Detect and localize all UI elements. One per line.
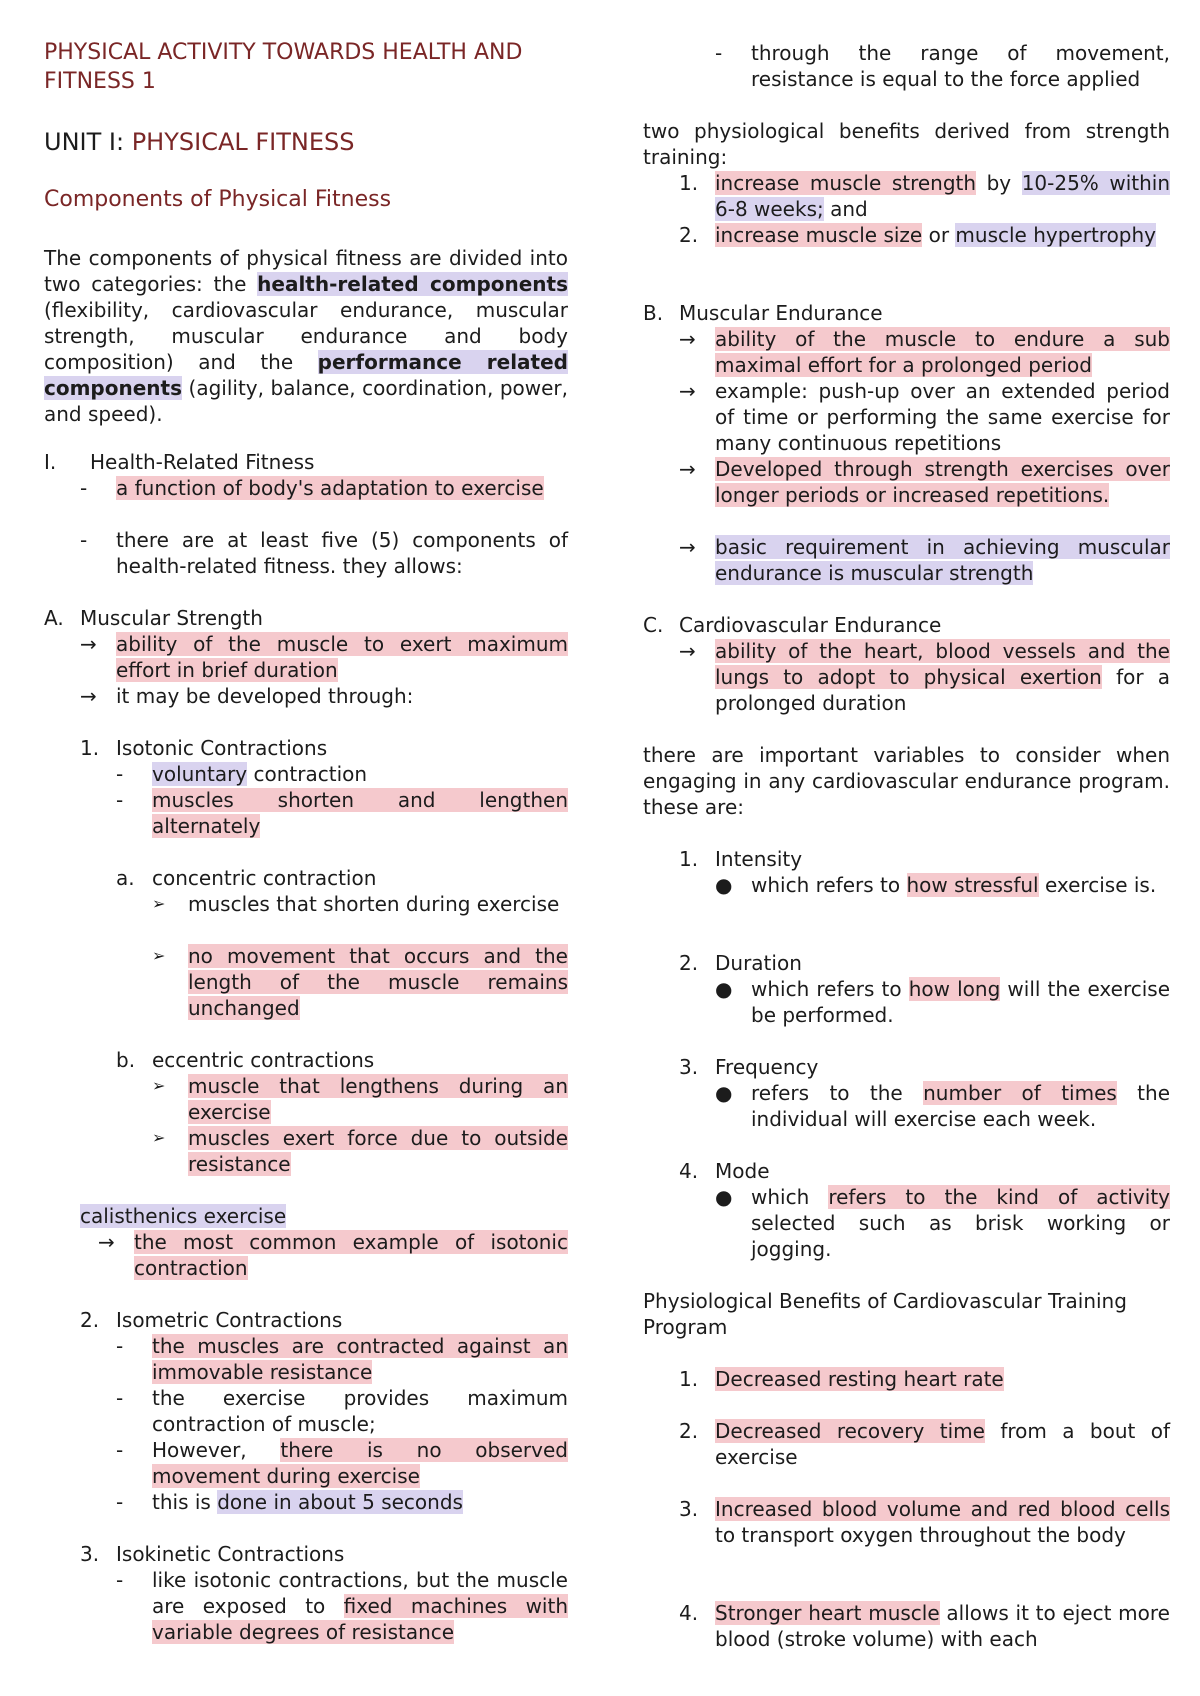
dash-icon: - <box>116 762 124 786</box>
document-title: PHYSICAL ACTIVITY TOWARDS HEALTH AND FITNESS 1 <box>44 40 523 94</box>
isometric-text: the muscles are contracted against an immovable resistance <box>152 1334 568 1384</box>
ms-heading: Muscular Strength <box>80 606 263 630</box>
intro-text: (flexibility, cardiovascular endurance, muscular strength, muscular endurance and body composition) and the <box>44 298 568 374</box>
variable-highlight: refers to the kind of activity <box>828 1185 1170 1209</box>
arrow-icon: → <box>679 639 696 663</box>
list-marker: 1. <box>679 847 699 871</box>
hrf-bullet-text: a function of body's adaptation to exercise <box>116 476 544 500</box>
me-heading: Muscular Endurance <box>679 301 883 325</box>
isotonic-heading: Isotonic Contractions <box>116 736 328 760</box>
benefit-text: by <box>986 171 1012 195</box>
variable-text: which <box>751 1185 810 1209</box>
me-text: basic requirement in achieving muscular endurance is muscular strength <box>715 535 1170 585</box>
eccentric-heading: eccentric contractions <box>152 1048 375 1072</box>
dash-icon: - <box>116 1568 124 1592</box>
section-title: Components of Physical Fitness <box>44 187 392 212</box>
strength-benefits-intro: two physiological benefits derived from strength training: <box>643 119 1170 169</box>
variable-heading: Duration <box>715 951 802 975</box>
intro-text: The components of physical fitness are divided into two categories: the <box>44 246 568 296</box>
list-marker: 1. <box>679 1367 699 1391</box>
isotonic-marker: 1. <box>80 736 100 760</box>
hrf-heading: Health-Related Fitness <box>90 450 315 474</box>
variable-text: will the exercise be performed. <box>751 977 1171 1027</box>
calisthenics-text: the most common example of isotonic contraction <box>134 1230 568 1280</box>
benefit-highlight: increase muscle strength <box>715 171 977 195</box>
isokinetic-highlight: fixed machines with variable degrees of resistance <box>152 1594 569 1644</box>
me-text: example: push-up over an extended period of time or performing the same exercise for many continuous repetitions <box>715 379 1170 455</box>
bullet-dot-icon: ● <box>715 1185 733 1209</box>
arrow-icon: → <box>679 535 696 559</box>
variable-text: exercise is. <box>1044 873 1157 897</box>
cardio-benefits-title: Physiological Benefits of Cardiovascular Training Program <box>643 1289 1127 1339</box>
isotonic-text: contraction <box>253 762 368 786</box>
me-text: Developed through strength exercises over longer periods or increased repetitions. <box>715 457 1170 507</box>
variable-text: selected such as brisk working or jogging. <box>751 1211 1170 1261</box>
dash-icon: - <box>715 41 723 65</box>
isometric-marker: 2. <box>80 1308 100 1332</box>
cardio-benefit-highlight: Decreased resting heart rate <box>715 1367 1004 1391</box>
dash-icon: - <box>116 788 124 812</box>
concentric-marker: a. <box>116 866 135 890</box>
benefit-text: and <box>830 197 868 221</box>
isotonic-text: muscles shorten and lengthen alternately <box>152 788 568 838</box>
eccentric-marker: b. <box>116 1048 136 1072</box>
ce-marker: C. <box>643 613 664 637</box>
arrow-icon: → <box>679 457 696 481</box>
ms-point-text: ability of the muscle to exert maximum effort in brief duration <box>116 632 568 682</box>
variable-heading: Intensity <box>715 847 803 871</box>
dash-icon: - <box>80 476 88 500</box>
ce-heading: Cardiovascular Endurance <box>679 613 942 637</box>
arrow-icon: → <box>679 379 696 403</box>
cardio-benefit-highlight: Increased blood volume and red blood cells <box>715 1497 1170 1521</box>
intro-text: (agility, balance, coordination, power, and speed). <box>44 376 569 426</box>
dash-icon: - <box>116 1334 124 1358</box>
variable-heading: Mode <box>715 1159 770 1183</box>
eccentric-text: muscle that lengthens during an exercise <box>188 1074 568 1124</box>
variable-text: refers to the <box>751 1081 903 1105</box>
variable-highlight: number of times <box>923 1081 1117 1105</box>
list-marker: 3. <box>679 1497 699 1521</box>
chevron-icon: ➢ <box>152 1076 166 1095</box>
arrow-icon: → <box>80 684 97 708</box>
isometric-text: However, <box>152 1438 247 1462</box>
chevron-icon: ➢ <box>152 946 166 965</box>
calisthenics-heading: calisthenics exercise <box>80 1204 287 1228</box>
list-marker: 2. <box>679 951 699 975</box>
bullet-dot-icon: ● <box>715 1081 733 1105</box>
isokinetic-heading: Isokinetic Contractions <box>116 1542 345 1566</box>
isometric-text: the exercise provides maximum contraction of muscle; <box>152 1386 568 1436</box>
isometric-highlight: there is no observed movement during exercise <box>152 1438 568 1488</box>
variable-text: which refers to <box>751 873 901 897</box>
ce-highlight: ability of the heart, blood vessels and the lungs to adopt to physical exertion <box>715 639 1170 689</box>
benefit-highlight: increase muscle size <box>715 223 923 247</box>
isokinetic-marker: 3. <box>80 1542 100 1566</box>
cardio-benefit-text: from a bout of exercise <box>715 1419 1170 1469</box>
dash-icon: - <box>116 1438 124 1462</box>
hrf-marker: I. <box>44 450 57 474</box>
concentric-text: muscles that shorten during exercise <box>188 892 560 916</box>
benefit-highlight: 10-25% within 6-8 weeks; <box>715 171 1171 221</box>
unit-heading <box>44 127 568 157</box>
ms-marker: A. <box>44 606 64 630</box>
intro-paragraph <box>44 245 568 427</box>
dash-icon: - <box>80 528 88 552</box>
dash-icon: - <box>116 1386 124 1410</box>
dash-icon: - <box>116 1490 124 1514</box>
arrow-icon: → <box>679 327 696 351</box>
benefit-text: or <box>928 223 950 247</box>
bullet-dot-icon: ● <box>715 977 733 1001</box>
unit-prefix: UNIT I: <box>44 128 125 156</box>
hrf-bullet-text: there are at least five (5) components of health-related fitness. they allows: <box>116 528 568 578</box>
me-text: ability of the muscle to endure a sub maximal effort for a prolonged period <box>715 327 1170 377</box>
isometric-text: this is <box>152 1490 211 1514</box>
variable-highlight: how long <box>908 977 1001 1001</box>
variable-text: which refers to <box>751 977 902 1001</box>
ce-text: for a prolonged duration <box>715 665 1171 715</box>
me-marker: B. <box>643 301 664 325</box>
isometric-highlight: done in about 5 seconds <box>217 1490 463 1514</box>
isometric-heading: Isometric Contractions <box>116 1308 343 1332</box>
intro-highlight-health: health-related components <box>257 272 569 296</box>
cardio-benefit-text: allows it to eject more blood (stroke volume) with each <box>715 1601 1170 1651</box>
variable-heading: Frequency <box>715 1055 819 1079</box>
ms-point-text: it may be developed through: <box>116 684 414 708</box>
variable-text: the individual will exercise each week. <box>751 1081 1170 1131</box>
eccentric-text: muscles exert force due to outside resistance <box>188 1126 568 1176</box>
list-marker: 4. <box>679 1159 699 1183</box>
cardio-benefit-highlight: Stronger heart muscle <box>715 1601 940 1625</box>
list-marker: 2. <box>679 1419 699 1443</box>
isokinetic-text: through the range of movement, resistance is equal to the force applied <box>751 41 1170 91</box>
list-marker: 2. <box>679 223 699 247</box>
chevron-icon: ➢ <box>152 894 166 913</box>
cardio-benefit-highlight: Decreased recovery time <box>715 1419 985 1443</box>
concentric-heading: concentric contraction <box>152 866 377 890</box>
isotonic-highlight: voluntary <box>152 762 248 786</box>
list-marker: 4. <box>679 1601 699 1625</box>
unit-name: PHYSICAL FITNESS <box>131 128 355 156</box>
chevron-icon: ➢ <box>152 1128 166 1147</box>
cardio-benefit-text: to transport oxygen throughout the body <box>715 1523 1126 1547</box>
isokinetic-text: like isotonic contractions, but the muscle are exposed to <box>152 1568 568 1618</box>
benefit-highlight: muscle hypertrophy <box>955 223 1157 247</box>
list-marker: 3. <box>679 1055 699 1079</box>
calisthenics-heading-row <box>80 1203 568 1229</box>
variables-intro: there are important variables to consider when engaging in any cardiovascular endurance program. these are: <box>643 743 1170 819</box>
intro-highlight-performance: performance related components <box>44 350 568 400</box>
arrow-icon: → <box>80 632 97 656</box>
concentric-text: no movement that occurs and the length of the muscle remains unchanged <box>188 944 568 1020</box>
arrow-icon: → <box>98 1230 115 1254</box>
bullet-dot-icon: ● <box>715 873 733 897</box>
list-marker: 1. <box>679 171 699 195</box>
variable-highlight: how stressful <box>906 873 1039 897</box>
